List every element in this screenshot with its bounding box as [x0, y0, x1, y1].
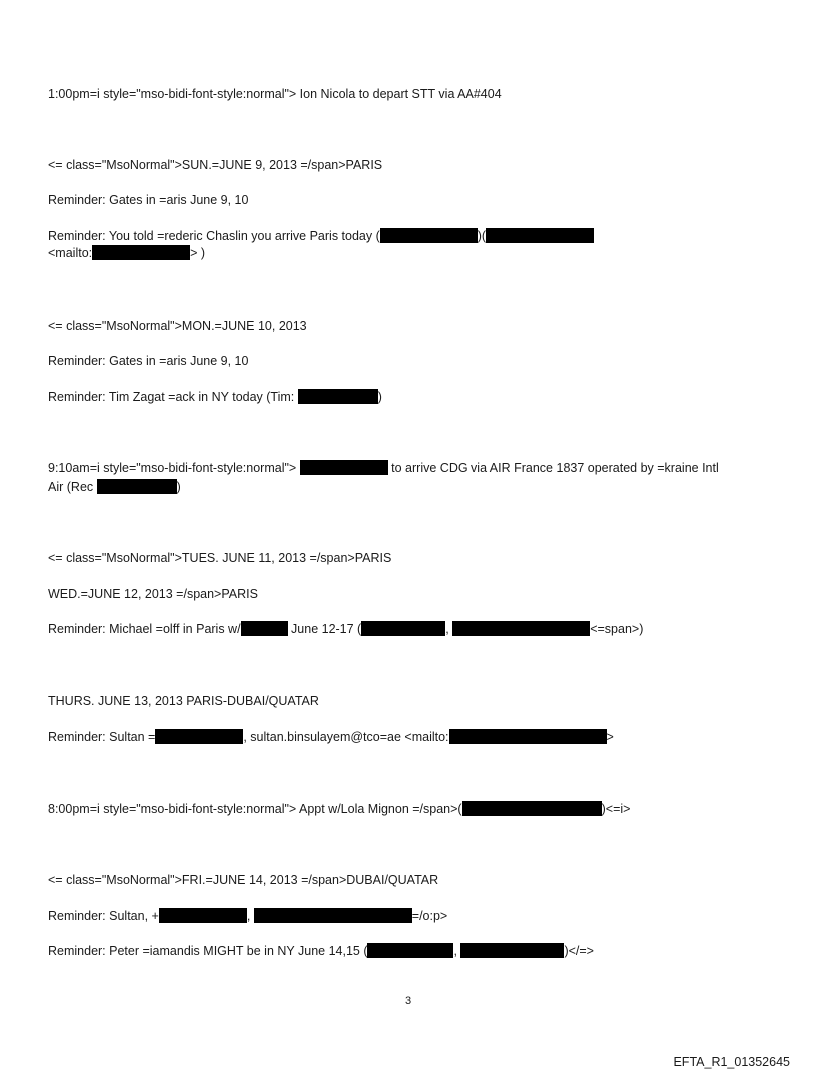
date-heading-mon-june-10: [48, 318, 307, 335]
line-text: THURS. JUNE 13, 2013 PARIS-DUBAI/QUATAR: [48, 694, 319, 708]
date-heading-wed-june-12: [48, 586, 258, 603]
line-text: <= class="MsoNormal">FRI.=JUNE 14, 2013 =/span>DUBAI/QUATAR: [48, 873, 439, 887]
schedule-line-1: [48, 86, 502, 103]
reminder-sultan-1: [48, 729, 614, 746]
redaction-box: [241, 621, 288, 636]
redaction-box: [97, 479, 177, 494]
date-heading-thurs-june-13: [48, 693, 319, 710]
reminder-chaslin-continued: [48, 245, 205, 262]
redaction-box: [460, 943, 564, 958]
line-text: <= class="MsoNormal">TUES. JUNE 11, 2013 =/span>PARIS: [48, 551, 392, 565]
line-text: >: [606, 730, 614, 744]
redaction-box: [367, 943, 453, 958]
line-text: Reminder: Gates in =aris June 9, 10: [48, 193, 249, 207]
line-text: June 12-17 (: [287, 622, 362, 636]
redaction-box: [486, 228, 594, 243]
reminder-diamandis: [48, 943, 594, 960]
line-text: )</=>: [564, 944, 594, 958]
line-text: WED.=JUNE 12, 2013 =/span>PARIS: [48, 587, 258, 601]
reminder-gates-2: [48, 353, 248, 370]
redaction-box: [155, 729, 243, 744]
line-text: > ): [190, 246, 206, 260]
page-number: 3: [404, 995, 412, 1007]
line-text: Reminder: Sultan =: [48, 730, 156, 744]
line-text: Reminder: Sultan, +: [48, 909, 159, 923]
line-text: =/o:p>: [411, 909, 448, 923]
line-text: Reminder: Michael =olff in Paris w/: [48, 622, 241, 636]
redaction-box: [449, 729, 607, 744]
line-text: ,: [453, 944, 461, 958]
redaction-box: [300, 460, 388, 475]
line-text: Reminder: Gates in =aris June 9, 10: [48, 354, 249, 368]
reminder-gates-1: [48, 192, 248, 209]
line-text: <mailto:: [48, 246, 93, 260]
line-text: 9:10am=i style="mso-bidi-font-style:normal">: [48, 461, 300, 475]
schedule-line-appt: [48, 801, 630, 818]
document-id: EFTA_R1_01352645: [673, 1055, 790, 1069]
date-heading-tues-june-11: [48, 550, 391, 567]
reminder-zagat: [48, 389, 382, 406]
reminder-chaslin: [48, 228, 594, 245]
redaction-box: [159, 908, 247, 923]
line-text: 1:00pm=i style="mso-bidi-font-style:normal"> Ion Nicola to depart STT via AA#404: [48, 87, 502, 101]
schedule-line-cdg: [48, 460, 719, 477]
line-text: )<=i>: [601, 802, 631, 816]
line-text: Reminder: Peter =iamandis MIGHT be in NY June 14,15 (: [48, 944, 368, 958]
line-text: Reminder: Tim Zagat =ack in NY today (Tim:: [48, 390, 298, 404]
line-text: <=span>): [590, 622, 644, 636]
date-heading-fri-june-14: [48, 872, 438, 889]
redaction-box: [92, 245, 190, 260]
date-heading-sun-june-9: [48, 157, 382, 174]
line-text: , sultan.binsulayem@tco=ae <mailto:: [243, 730, 449, 744]
redaction-box: [254, 908, 412, 923]
line-text: ): [377, 390, 382, 404]
line-text: )(: [477, 229, 487, 243]
redaction-box: [452, 621, 590, 636]
reminder-sultan-2: [48, 908, 447, 925]
line-text: ,: [246, 909, 254, 923]
redaction-box: [361, 621, 445, 636]
schedule-line-cdg-continued: [48, 479, 181, 496]
line-text: to arrive CDG via AIR France 1837 operated by =kraine Intl: [387, 461, 719, 475]
line-text: ,: [445, 622, 453, 636]
redaction-box: [380, 228, 478, 243]
line-text: 8:00pm=i style="mso-bidi-font-style:normal"> Appt w/Lola Mignon =/span>(: [48, 802, 462, 816]
line-text: ): [176, 480, 181, 494]
line-text: Air (Rec: [48, 480, 97, 494]
redaction-box: [298, 389, 378, 404]
redaction-box: [462, 801, 602, 816]
line-text: Reminder: You told =rederic Chaslin you arrive Paris today (: [48, 229, 380, 243]
line-text: <= class="MsoNormal">MON.=JUNE 10, 2013: [48, 319, 307, 333]
line-text: <= class="MsoNormal">SUN.=JUNE 9, 2013 =/span>PARIS: [48, 158, 383, 172]
reminder-wolff: [48, 621, 643, 638]
